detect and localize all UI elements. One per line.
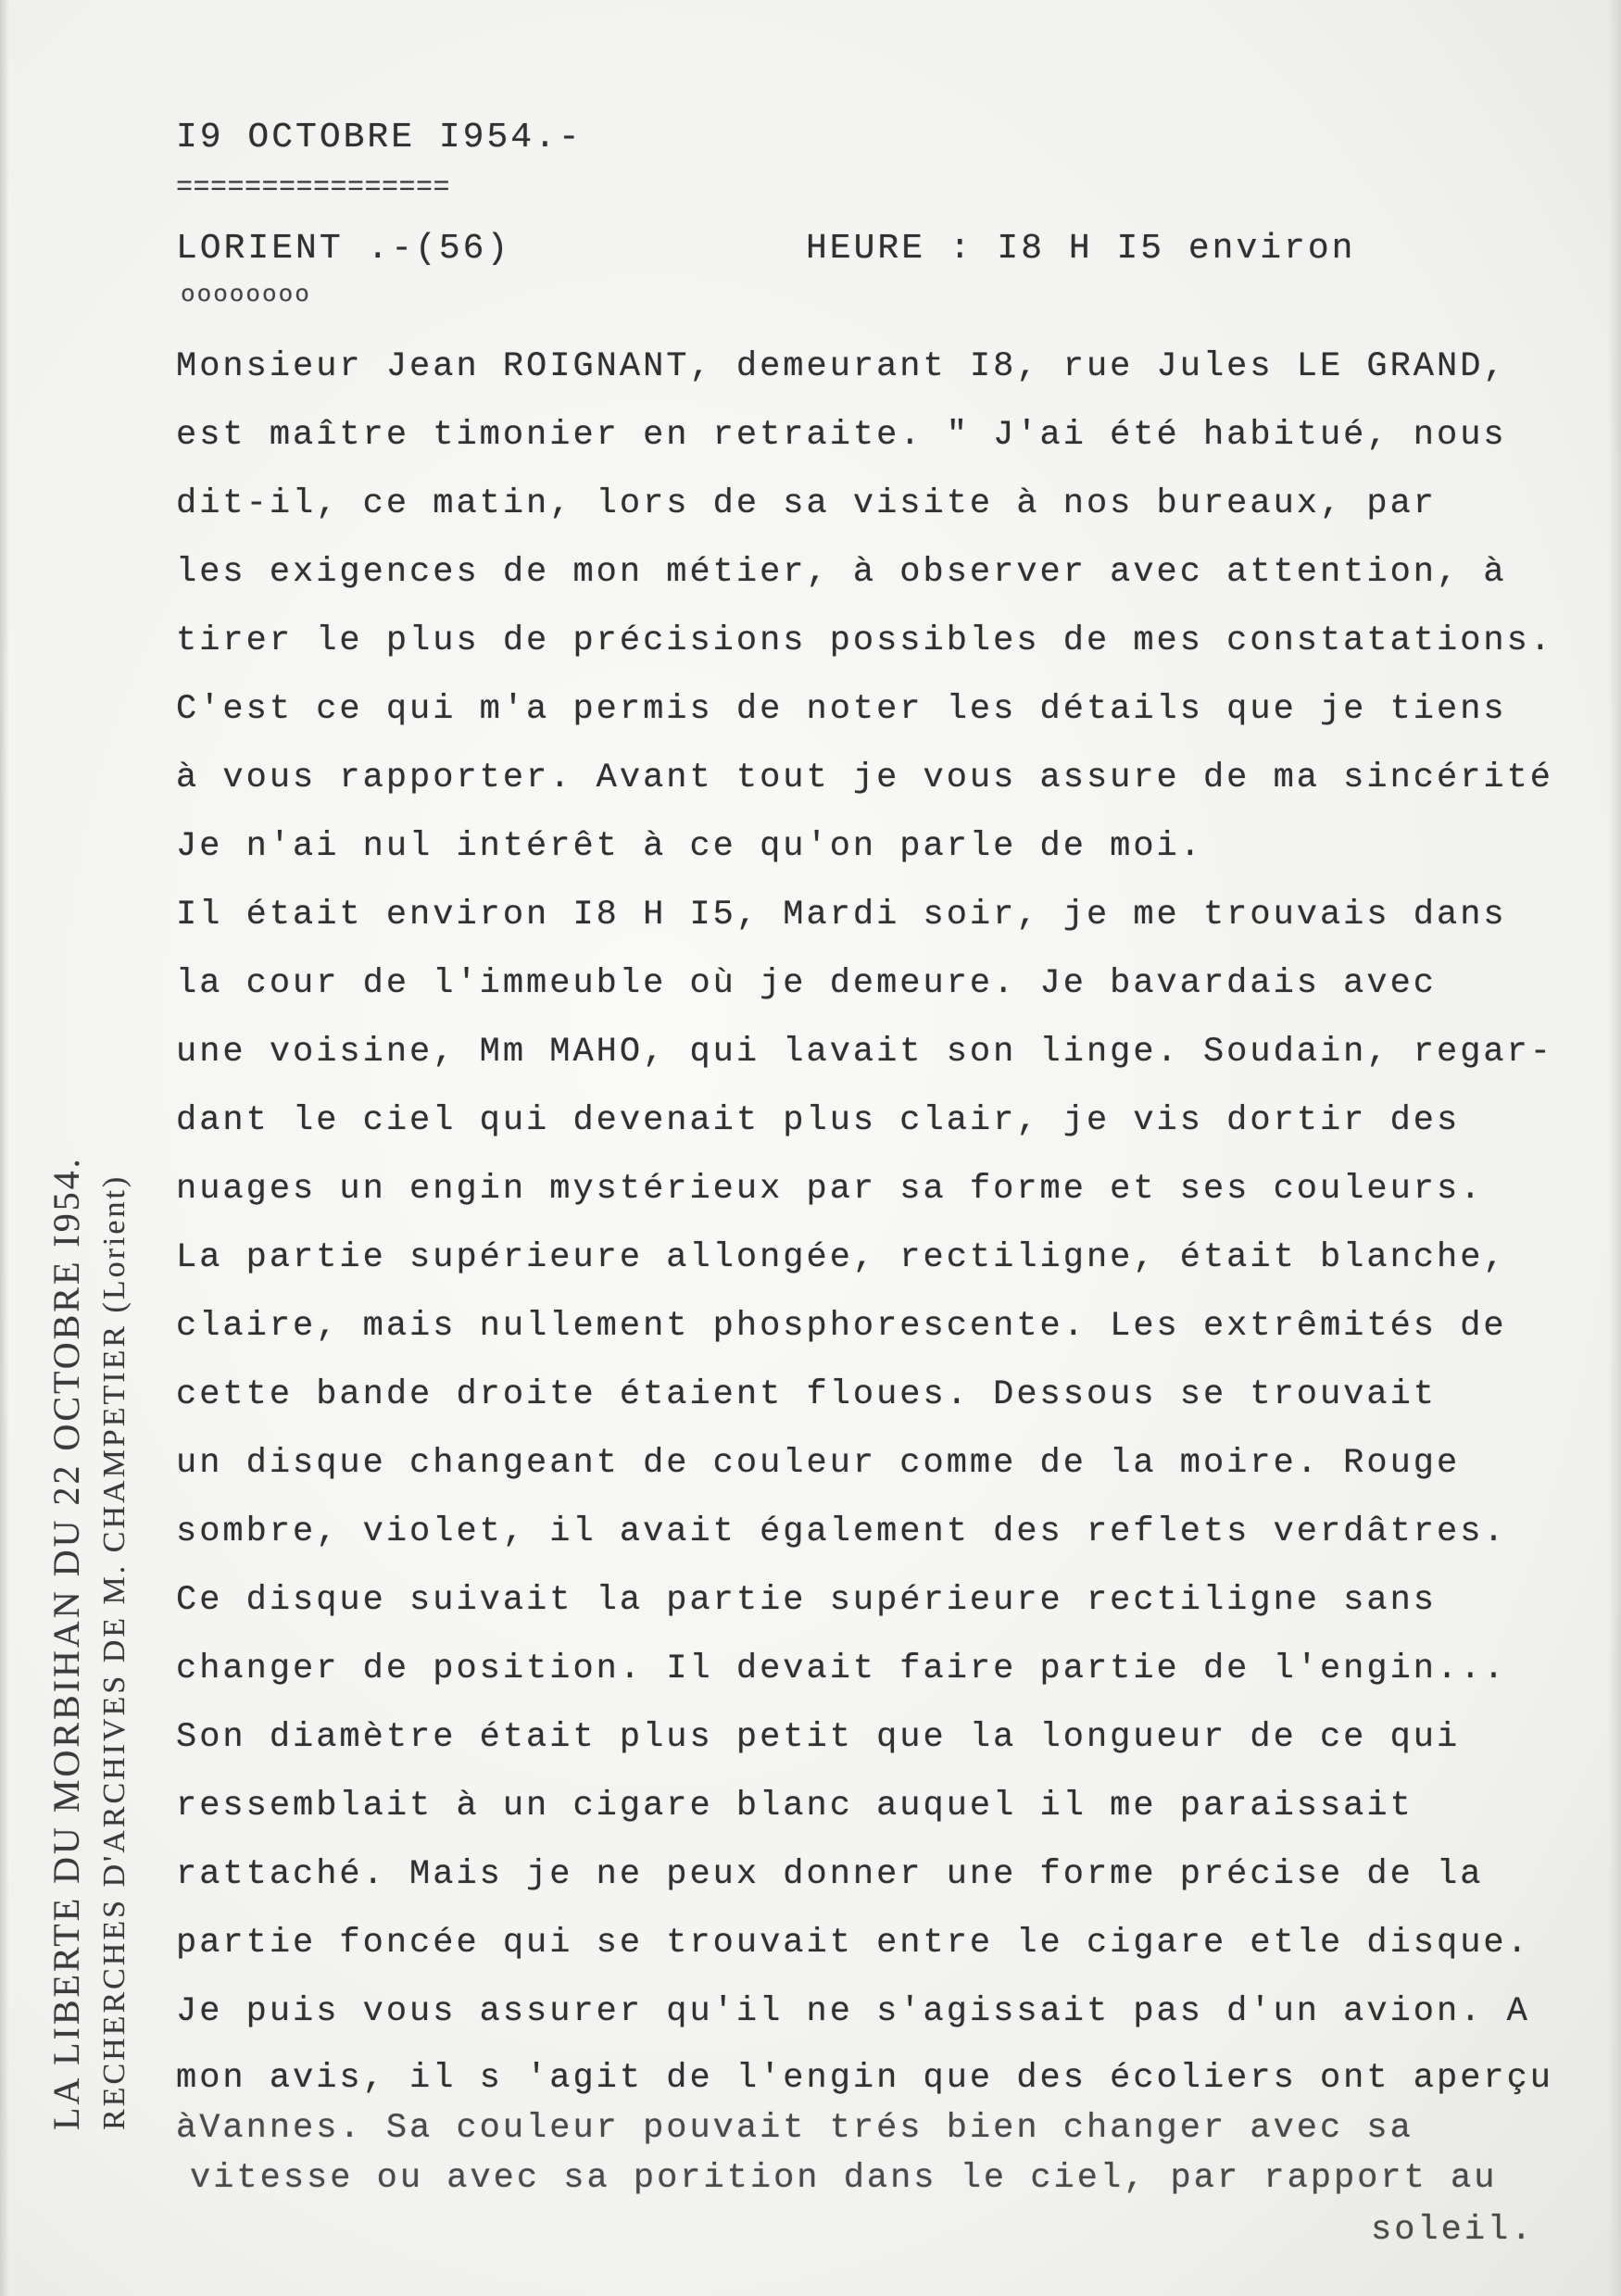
time-heading: HEURE : I8 H I5 environ (806, 229, 1356, 269)
body-line: ressemblait à un cigare blanc auquel il me paraissait (176, 1787, 1414, 1826)
body-line: Monsieur Jean ROIGNANT, demeurant I8, rue Jules LE GRAND, (176, 347, 1507, 386)
body-line: vitesse ou avec sa porition dans le ciel, par rapport au (190, 2159, 1498, 2198)
body-line: claire, mais nullement phosphorescente. Les extrêmités de (176, 1307, 1507, 1346)
body-line: mon avis, il s 'agit de l'engin que des écoliers ont aperçu (176, 2059, 1554, 2098)
body-line: rattaché. Mais je ne peux donner une forme précise de la (176, 1855, 1484, 1894)
body-line: à vous rapporter. Avant tout je vous assure de ma sincérité (176, 759, 1554, 797)
body-line: Il était environ I8 H I5, Mardi soir, je me trouvais dans (176, 896, 1507, 935)
margin-source-note: LA LIBERTE DU MORBIHAN DU 22 OCTOBRE I954. (45, 1156, 87, 2130)
body-line: La partie supérieure allongée, rectiligne, était blanche, (176, 1238, 1507, 1277)
body-line: dant le ciel qui devenait plus clair, je vis dortir des (176, 1101, 1461, 1140)
body-line: Je n'ai nul intérêt à ce qu'on parle de moi. (176, 827, 1203, 866)
body-line: cette bande droite étaient floues. Dessous se trouvait (176, 1375, 1437, 1414)
body-line: la cour de l'immeuble où je demeure. Je bavardais avec (176, 964, 1437, 1003)
body-line: tirer le plus de précisions possibles de mes constatations. (176, 621, 1554, 660)
location-heading: LORIENT .-(56) (176, 229, 511, 269)
body-line: changer de position. Il devait faire partie de l'engin... (176, 1650, 1507, 1688)
body-line: partie foncée qui se trouvait entre le cigare etle disque. (176, 1924, 1530, 1963)
body-line: est maître timonier en retraite. " J'ai été habitué, nous (176, 416, 1507, 455)
body-line: une voisine, Mm MAHO, qui lavait son linge. Soudain, regar- (176, 1033, 1554, 1072)
page-edge-shadow-right (1608, 0, 1621, 2296)
page-edge-shadow-left (0, 0, 9, 2296)
body-line: C'est ce qui m'a permis de noter les détails que je tiens (176, 690, 1507, 729)
body-line: dit-il, ce matin, lors de sa visite à nos bureaux, par (176, 484, 1437, 523)
body-line: les exigences de mon métier, à observer avec attention, à (176, 553, 1507, 592)
body-line: àVannes. Sa couleur pouvait trés bien changer avec sa (176, 2109, 1414, 2148)
document-date: I9 OCTOBRE I954.- (176, 118, 583, 157)
body-line: Je puis vous assurer qu'il ne s'agissait pas d'un avion. A (176, 1992, 1530, 2031)
body-line: sombre, violet, il avait également des reflets verdâtres. (176, 1512, 1507, 1551)
margin-archive-note: RECHERCHES D'ARCHIVES DE M. CHAMPETIER (Lorient) (97, 1173, 132, 2130)
date-underline: ================ (176, 172, 451, 204)
body-line: un disque changeant de couleur comme de la moire. Rouge (176, 1444, 1461, 1483)
body-line: Ce disque suivait la partie supérieure rectiligne sans (176, 1581, 1437, 1620)
location-underline: oooooooo (181, 281, 311, 308)
body-line: soleil. (1371, 2211, 1535, 2250)
body-line: nuages un engin mystérieux par sa forme et ses couleurs. (176, 1170, 1484, 1209)
body-line: Son diamètre était plus petit que la longueur de ce qui (176, 1718, 1461, 1757)
